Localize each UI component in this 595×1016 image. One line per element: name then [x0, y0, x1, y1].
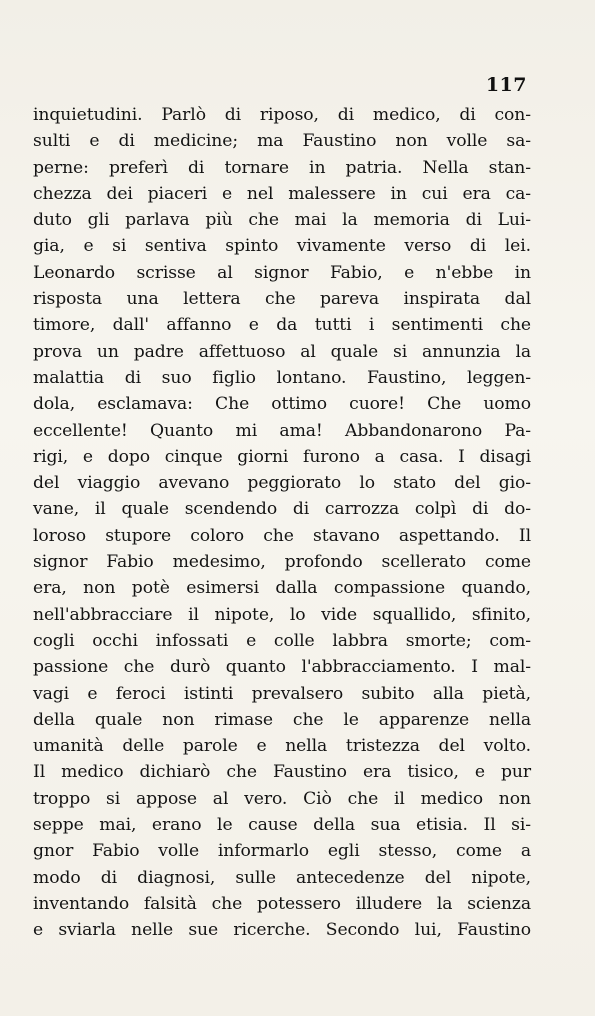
text-line: gnor Fabio volle informarlo egli stesso, come a: [33, 841, 531, 862]
text-line: malattia di suo figlio lontano. Faustino, leggen-: [33, 367, 531, 388]
text-line: Il medico dichiarò che Faustino era tisico, e pur: [33, 762, 531, 783]
text-line: cogli occhi infossati e colle labbra smorte; com-: [33, 630, 531, 651]
text-line: prova un padre affettuoso al quale si annunzia la: [33, 341, 531, 362]
text-line: dola, esclamava: Che ottimo cuore! Che uomo: [33, 394, 531, 415]
text-line: umanità delle parole e nella tristezza del volto.: [33, 736, 531, 757]
text-line: rigi, e dopo cinque giorni furono a casa. I disagi: [33, 446, 531, 467]
text-line: duto gli parlava più che mai la memoria di Lui-: [33, 210, 531, 231]
text-line: passione che durò quanto l'abbracciamento. I mal-: [33, 657, 531, 678]
text-line: chezza dei piaceri e nel malessere in cui era ca-: [33, 183, 531, 204]
text-line: risposta una lettera che pareva inspirata dal: [33, 289, 531, 310]
text-line: modo di diagnosi, sulle antecedenze del nipote,: [33, 867, 531, 888]
text-line: timore, dall' affanno e da tutti i sentimenti che: [33, 315, 531, 336]
text-line: inventando falsità che potessero illudere la scienza: [33, 893, 531, 914]
text-line: sulti e di medicine; ma Faustino non volle sa-: [33, 131, 531, 152]
text-line: eccellente! Quanto mi ama! Abbandonarono Pa-: [33, 420, 531, 441]
page-number: 117: [485, 74, 527, 96]
text-line: inquietudini. Parlò di riposo, di medico, di con-: [33, 105, 531, 125]
text-line: del viaggio avevano peggiorato lo stato del gio-: [33, 473, 531, 494]
body-text: [33, 102, 531, 944]
text-line: signor Fabio medesimo, profondo scellerato come: [33, 552, 531, 573]
text-line: gia, e si sentiva spinto vivamente verso di lei.: [33, 236, 531, 257]
text-line: vane, il quale scendendo di carrozza colpì di do-: [33, 499, 531, 520]
text-line: loroso stupore coloro che stavano aspettando. Il: [33, 525, 531, 546]
text-line: vagi e feroci istinti prevalsero subito alla pietà,: [33, 683, 531, 704]
text-line: era, non potè esimersi dalla compassione quando,: [33, 578, 531, 599]
text-line: e sviarla nelle sue ricerche. Secondo lui, Faustino: [33, 920, 531, 941]
text-line: Leonardo scrisse al signor Fabio, e n'ebbe in: [33, 262, 531, 283]
text-line: nell'abbracciare il nipote, lo vide squallido, sfinito,: [33, 604, 531, 625]
text-line: perne: preferì di tornare in patria. Nella stan-: [33, 157, 531, 178]
text-line: seppe mai, erano le cause della sua etisia. Il si-: [33, 815, 531, 836]
text-line: troppo si appose al vero. Ciò che il medico non: [33, 788, 531, 809]
text-line: della quale non rimase che le apparenze nella: [33, 709, 531, 730]
